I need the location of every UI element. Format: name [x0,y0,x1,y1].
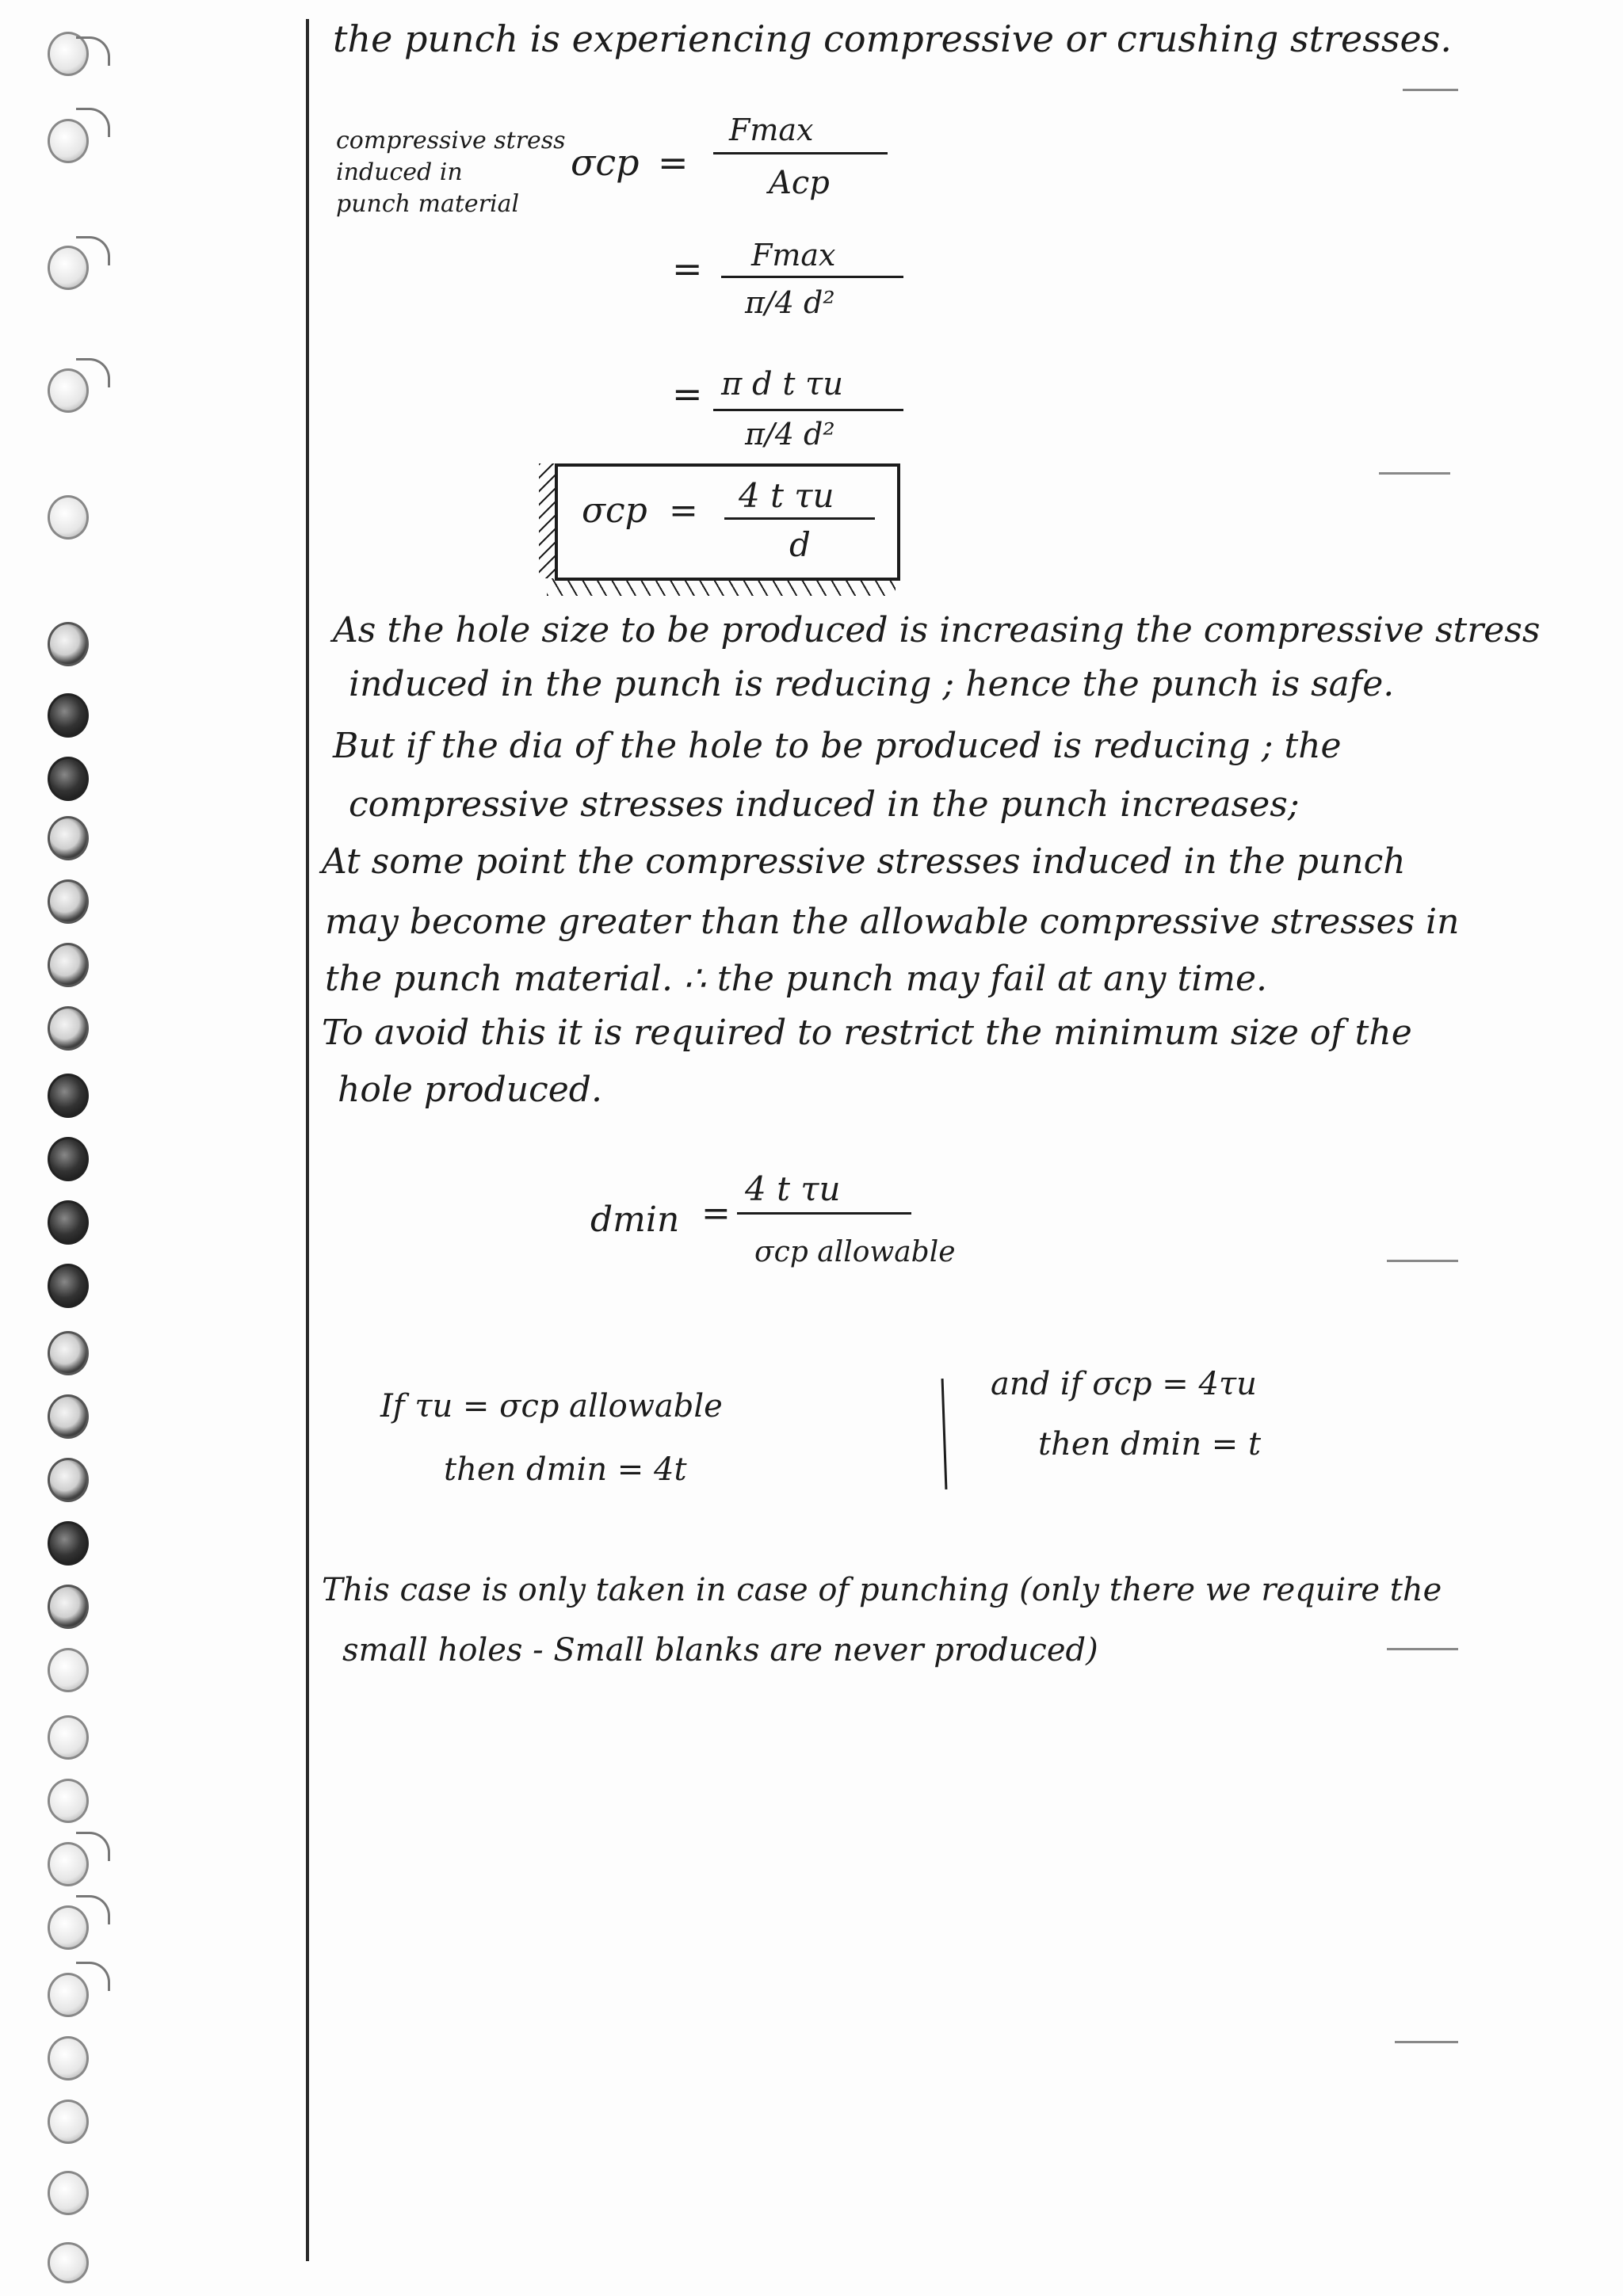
case-line: If τu = σcp allowable [380,1388,723,1425]
scan-mark [1403,89,1458,91]
binding-hole [48,943,89,987]
binding-hole [48,1074,89,1118]
note-line: the punch material. ∴ the punch may fail at any time. [325,959,1268,999]
fraction-numerator: Fmax [751,238,836,273]
side-label: compressive stress [336,127,566,154]
equals-sign: = [672,372,703,415]
note-line: At some point the compressive stresses induced in the punch [322,841,1406,882]
note-line: As the hole size to be produced is increasing the compressive stress [333,610,1541,650]
fraction-denominator: Acp [769,165,830,201]
scan-mark [1387,1260,1458,1262]
case-line: then dmin = 4t [444,1451,687,1488]
binding-hole [48,2036,89,2081]
binding-hole [48,693,89,738]
margin-line [306,19,309,2261]
fraction-bar [724,517,875,520]
fraction-bar [713,152,888,154]
fraction-denominator: σcp allowable [754,1236,956,1268]
scan-mark [1379,472,1450,475]
fraction-denominator: d [789,525,811,564]
note-line: small holes - Small blanks are never produced) [342,1632,1098,1669]
dmin-symbol: dmin [590,1199,680,1240]
fraction-numerator: 4 t τu [745,1169,841,1208]
binding-hole [48,1779,89,1823]
binding-hole [48,757,89,801]
binding-hook [76,236,110,265]
binding-hole [48,622,89,666]
binding-hook [76,36,110,66]
binding-hole [48,1458,89,1502]
sigma-cp-symbol: σcp [571,141,640,184]
note-line: hole produced. [338,1070,602,1110]
binding-hook [76,1962,110,1991]
binding-hook [76,358,110,387]
fraction-numerator: π d t τu [721,366,844,402]
equals-sign: = [669,490,698,531]
binding-hole [48,2100,89,2144]
binding-hole [48,495,89,540]
binding-hole [48,816,89,860]
binding-hole [48,1137,89,1181]
binding-hole [48,2242,89,2283]
equals-sign: = [672,247,703,290]
note-line: the punch is experiencing compressive or crushing stresses. [333,17,1452,60]
binding-hole [48,1521,89,1566]
binding-hook [76,108,110,137]
binding-hole [48,2171,89,2215]
scan-mark [1395,2041,1458,2043]
binding-hook [76,1895,110,1924]
fraction-bar [713,409,903,411]
binding-hole [48,1006,89,1051]
sigma-cp-symbol: σcp [582,490,647,531]
binding-hole [48,1200,89,1245]
binding-hole [48,1715,89,1760]
fraction-denominator: π/4 d² [745,417,835,452]
scan-mark [1387,1648,1458,1650]
binding-hole [48,1264,89,1308]
note-line: This case is only taken in case of punching (only there we require the [322,1572,1442,1608]
fraction-denominator: π/4 d² [745,285,835,320]
result-box [555,463,900,581]
equals-sign: = [658,141,689,184]
fraction-bar [721,276,903,278]
note-line: compressive stresses induced in the punch increases; [349,784,1300,825]
case-line: then dmin = t [1038,1426,1262,1463]
box-hatching [547,578,896,596]
fraction-bar [737,1212,911,1215]
fraction-numerator: Fmax [729,113,814,147]
binding-hole [48,1331,89,1375]
binding-hole [48,1394,89,1439]
equals-sign: = [701,1193,731,1234]
note-line: induced in the punch is reducing ; hence the punch is safe. [349,664,1395,704]
side-label: punch material [336,190,520,218]
side-label: induced in [336,158,463,186]
note-line: may become greater than the allowable compressive stresses in [325,902,1460,942]
fraction-numerator: 4 t τu [739,476,834,515]
case-line: and if σcp = 4τu [991,1366,1257,1402]
binding-hook [76,1832,110,1861]
binding-hole [48,1648,89,1692]
note-line: To avoid this it is required to restrict the minimum size of the [322,1013,1412,1053]
case-separator [941,1379,948,1489]
binding-hole [48,1585,89,1629]
binding-hole [48,879,89,924]
note-line: But if the dia of the hole to be produced is reducing ; the [333,726,1342,766]
